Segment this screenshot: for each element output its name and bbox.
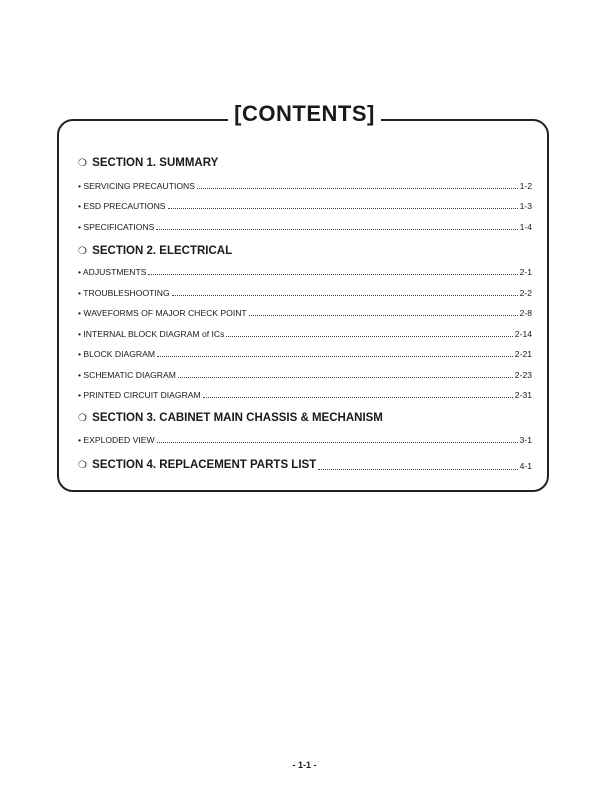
toc-entry[interactable]: [78, 266, 532, 278]
dot-leader: [157, 355, 513, 357]
hollow-circle-icon: ❍: [78, 460, 87, 471]
toc-entry-page: 2-1: [519, 267, 532, 277]
toc-entry-page: 2-2: [519, 288, 532, 298]
toc-entry-label: • SERVICING PRECAUTIONS: [78, 181, 195, 191]
section-4-title: SECTION 4. REPLACEMENT PARTS LIST: [92, 459, 317, 471]
dot-leader: [226, 335, 512, 337]
section-1-heading[interactable]: [78, 156, 532, 171]
toc-entry[interactable]: [78, 434, 532, 446]
dot-leader: [203, 396, 513, 398]
section-4-heading[interactable]: [78, 458, 532, 473]
toc-entry-page: 3-1: [519, 435, 532, 445]
toc-entry-page: 1-4: [519, 222, 532, 232]
toc-entry[interactable]: [78, 180, 532, 192]
dot-leader: [172, 294, 518, 296]
page-title: [0, 99, 609, 129]
toc-entry-page: 1-3: [519, 201, 532, 211]
toc-entry-label: • BLOCK DIAGRAM: [78, 349, 156, 359]
hollow-circle-icon: ❍: [78, 413, 87, 424]
toc-entry-label: • TROUBLESHOOTING: [78, 288, 170, 298]
toc-entry-label: • ADJUSTMENTS: [78, 267, 147, 277]
toc-entry-label: • ESD PRECAUTIONS: [78, 201, 166, 211]
toc-entry-page: 2-31: [514, 390, 532, 400]
toc-entry-label: • EXPLODED VIEW: [78, 435, 155, 445]
toc-entry-label: • INTERNAL BLOCK DIAGRAM of ICs: [78, 329, 225, 339]
toc-entry-page: 2-8: [519, 308, 532, 318]
page-number-footer: - 1-1 -: [292, 760, 317, 770]
toc-entry[interactable]: [78, 307, 532, 319]
dot-leader: [156, 228, 517, 230]
toc-entry[interactable]: [78, 389, 532, 401]
dot-leader: [318, 468, 517, 470]
toc-entry-page: 2-23: [514, 370, 532, 380]
toc-entry-label: • SCHEMATIC DIAGRAM: [78, 370, 176, 380]
section-3-heading[interactable]: [78, 411, 532, 426]
toc-entry[interactable]: [78, 328, 532, 340]
section-1-title: SECTION 1. SUMMARY: [92, 157, 219, 169]
dot-leader: [148, 273, 517, 275]
toc-entry[interactable]: [78, 348, 532, 360]
toc-entry[interactable]: [78, 369, 532, 381]
toc-entry-label: • WAVEFORMS OF MAJOR CHECK POINT: [78, 308, 247, 318]
dot-leader: [178, 376, 513, 378]
toc-entry-page: 1-2: [519, 181, 532, 191]
dot-leader: [197, 187, 518, 189]
toc-entry-label: • PRINTED CIRCUIT DIAGRAM: [78, 390, 201, 400]
toc-entry-page: 2-21: [514, 349, 532, 359]
section-4-title-wrap: [78, 458, 316, 473]
section-3-title: SECTION 3. CABINET MAIN CHASSIS & MECHANISM: [92, 412, 383, 424]
dot-leader: [157, 441, 518, 443]
section-2-title: SECTION 2. ELECTRICAL: [92, 245, 233, 257]
toc-entry[interactable]: [78, 287, 532, 299]
page-title-text: [CONTENTS]: [228, 101, 381, 126]
dot-leader: [168, 207, 518, 209]
dot-leader: [249, 314, 518, 316]
hollow-circle-icon: ❍: [78, 158, 87, 169]
toc-entry[interactable]: [78, 200, 532, 212]
toc-entry-label: • SPECIFICATIONS: [78, 222, 155, 232]
section-4-page: 4-1: [519, 461, 532, 471]
section-2-heading[interactable]: [78, 244, 532, 259]
hollow-circle-icon: ❍: [78, 246, 87, 257]
toc-entry-page: 2-14: [514, 329, 532, 339]
toc-entry[interactable]: [78, 221, 532, 233]
